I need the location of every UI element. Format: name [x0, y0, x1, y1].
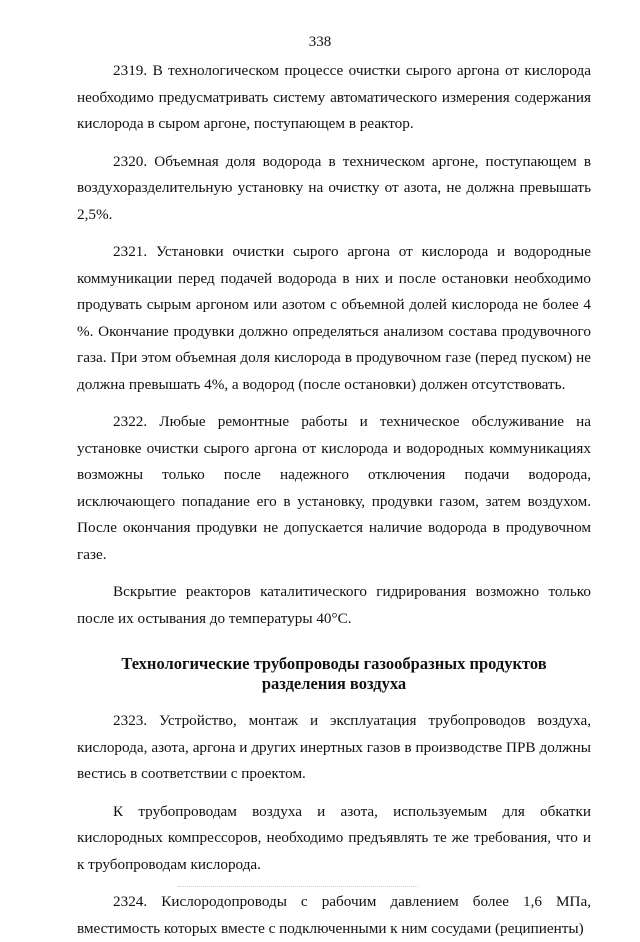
paragraph-2323: 2323. Устройство, монтаж и эксплуатация трубопроводов воздуха, кислорода, азота, аргона и других инертных газов в производстве ПРВ должны вестись в соответствии с проектом. — [77, 712, 591, 782]
paragraph-2320: 2320. Объемная доля водорода в техническом аргоне, поступающем в воздухоразделительную установку на очистку от азота, не должна превышать 2,5%. — [77, 152, 591, 223]
section-heading-line-1: Технологические трубопроводы газообразных продуктов — [121, 654, 547, 673]
page-number: 338 — [308, 34, 332, 50]
footer-rule — [178, 886, 418, 887]
section-heading — [77, 654, 591, 694]
paragraph-2324: 2324. Кислородопроводы с рабочим давлением более 1,6 МПа, вместимость которых вместе с подключенными к ним сосудами (реципиенты) — [77, 893, 591, 937]
paragraph-2319: 2319. В технологическом процессе очистки сырого аргона от кислорода необходимо предусматривать систему автоматического измерения содержания кислорода в сыром аргоне, поступающем в реактор. — [77, 62, 591, 132]
section-heading-line-2: разделения воздуха — [261, 674, 407, 693]
paragraph-2322: 2322. Любые ремонтные работы и техническое обслуживание на установке очистки сырого аргона от кислорода и водородных коммуникациях возможны только после надежного отключения подачи водорода, исключающего попадание его в установку, продувки газом, затем воздухом. После окончания продувки не допускается наличие водорода в продувочном газе. — [77, 413, 591, 563]
paragraph-compressor-pipelines: К трубопроводам воздуха и азота, используемым для обкатки кислородных компрессоров, необходимо предъявлять те же требования, что и к трубопроводам кислорода. — [77, 802, 591, 873]
paragraph-2321: 2321. Установки очистки сырого аргона от кислорода и водородные коммуникации перед подачей водорода в них и после остановки необходимо продувать сырым аргоном или азотом с объемной долей кислорода не более 4 %. Окончание продувки должно определяться анализом состава продувочного газа. При этом объемная доля кислорода в продувочном газе (перед пуском) не должна превышать 4%, а водород (после остановки) должен отсутствовать. — [77, 243, 591, 393]
page-content — [77, 58, 591, 942]
paragraph-reactor-opening: Вскрытие реакторов каталитического гидрирования возможно только после их остывания до температуры 40°С. — [77, 583, 591, 627]
